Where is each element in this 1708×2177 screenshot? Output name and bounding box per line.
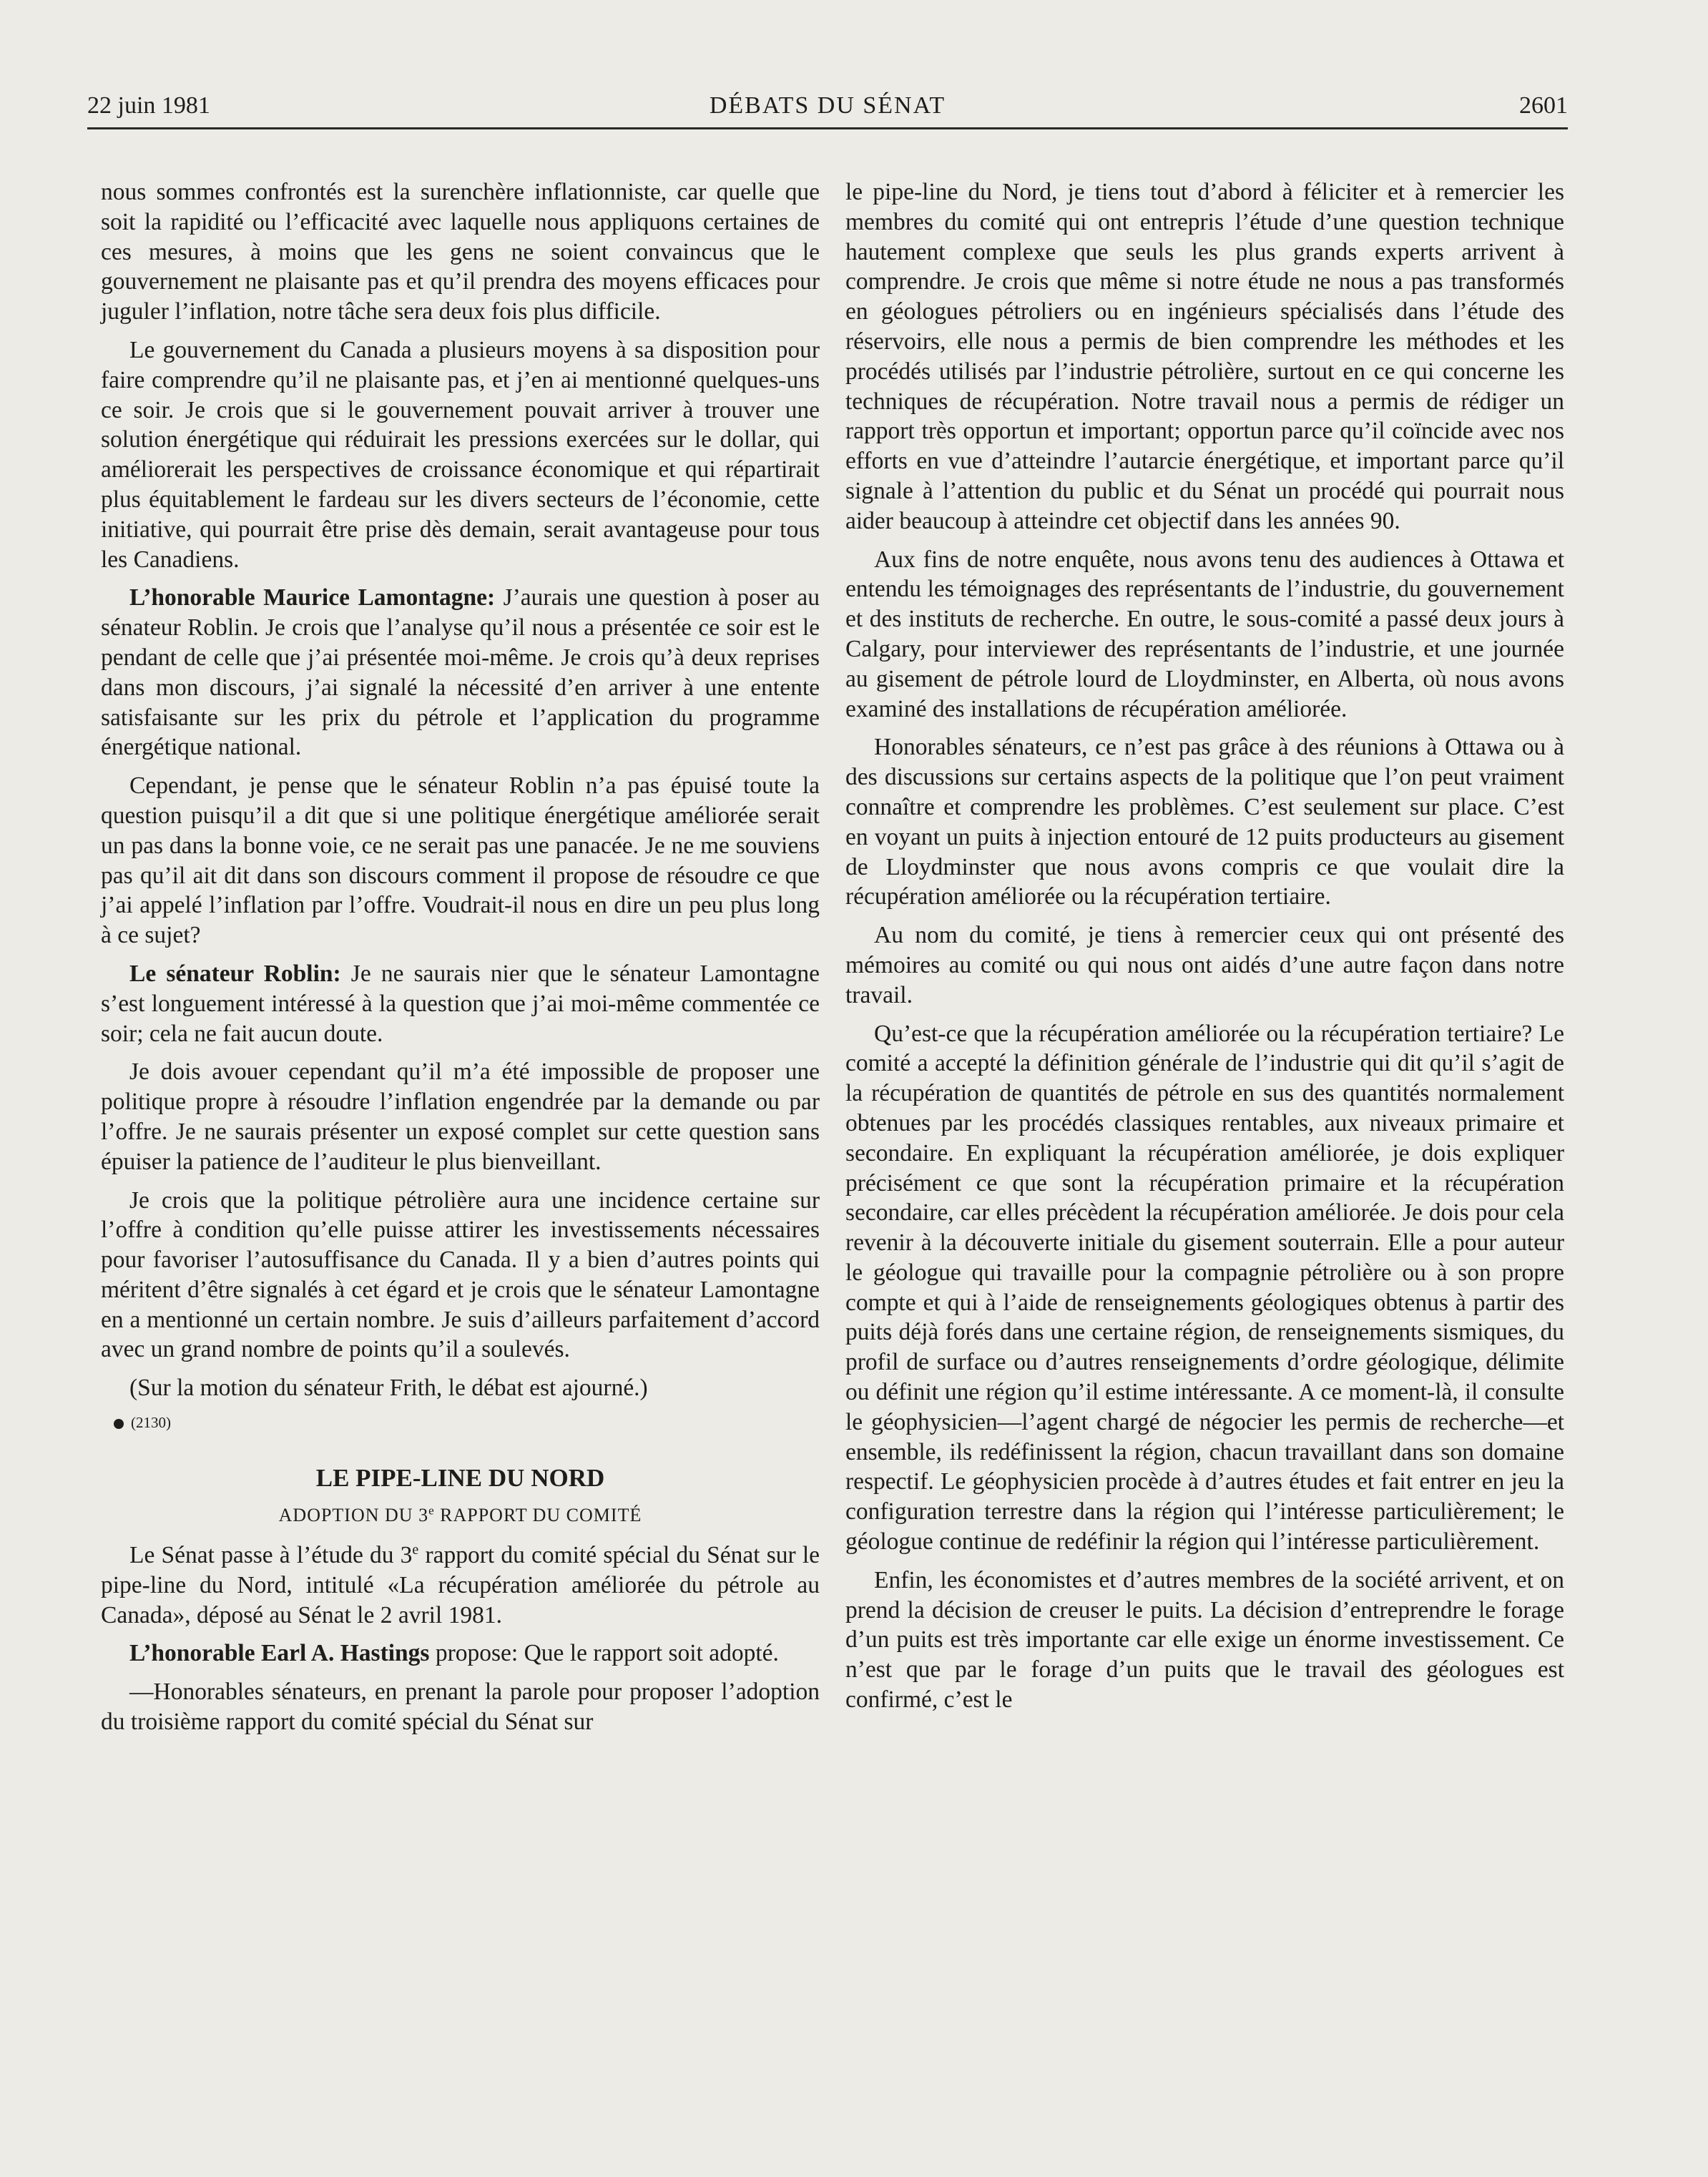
speech-text: propose: Que le rapport soit adopté. (429, 1640, 779, 1667)
paragraph (101, 1540, 820, 1630)
speech-text: J’aurais une question à poser au sénateur Roblin. Je crois que l’analyse qu’il nous a présentée ce soir est le pendant de celle que j’ai présentée moi-même. Je crois qu’à deux reprises dans mon discours, j’ai signalé la nécessité d’en arriver à une entente satisfaisante sur les prix du pétrole et l’application du programme énergétique national. (101, 584, 820, 761)
paragraph: Qu’est-ce que la récupération améliorée ou la récupération tertiaire? Le comité a accepté la définition générale de l’industrie qui dit qu’il s’agit de la récupération de quantités de pétrole en sus des quantités normalement obtenues par les procédés classiques rentables, aux niveaux primaire et secondaire. En expliquant la récupération améliorée, je dois expliquer précisément ce que sont la récupération primaire et la récupération secondaire, car elles précèdent la récupération améliorée. Je dois pour cela revenir à la découverte initiale du gisement souterrain. Elle a pour auteur le géologue qui travaille pour la compagnie pétrolière ou à son propre compte et qui à l’aide de renseignements géologiques obtenus à partir des puits déjà forés dans une certaine région, de renseignements sismiques, du profil de surface ou d’autres renseignements d’ordre géologique, délimite ou définit une région qu’il estime intéressante. A ce moment-là, il consulte le géophysicien—l’agent chargé de négocier les permis de recherche—et ensemble, ils redéfinissent la région, chacun travaillant dans son domaine respectif. Le géophysicien procède à d’autres études et fait entrer en jeu la configuration terrestre dans la région qui l’intéresse particulièrement; le géologue continue de redéfinir la région qui l’intéresse particulièrement. (845, 1020, 1564, 1556)
left-column (101, 177, 820, 1746)
ordinal-suffix: e (412, 1541, 419, 1558)
bullet-icon (114, 1419, 124, 1429)
speaker-name: L’honorable Maurice Lamontagne: (129, 584, 496, 611)
paragraph (101, 583, 820, 762)
paragraph-text: rapport du comité spécial du Sénat sur le pipe-line du Nord, intitulé «La récupération améliorée du pétrole au Canada», déposé au Sénat le 2 avril 1981. (101, 1542, 820, 1628)
paragraph: (Sur la motion du sénateur Frith, le débat est ajourné.) (129, 1375, 648, 1402)
speaker-name: Le sénateur Roblin: (129, 960, 341, 987)
paragraph: le pipe-line du Nord, je tiens tout d’abord à féliciter et à remercier les membres du comité qui ont entrepris l’étude d’une question technique hautement complexe que seuls les plus grands experts arrivent à comprendre. Je crois que même si notre étude ne nous a pas transformés en géologues pétroliers ou en ingénieurs spécialisés dans l’étude des réservoirs, elle nous a permis de bien comprendre les méthodes et les procédés utilisés par l’industrie pétrolière, surtout en ce qui concerne les techniques de récupération. Notre travail nous a permis de rédiger un rapport très opportun et important; opportun parce qu’il coïncide avec nos efforts en vue d’atteindre l’autarcie énergétique, et important parce qu’il signale à l’attention du public et du Sénat un procédé qui pourrait nous aider beaucoup à atteindre cet objectif dans les années 90. (845, 179, 1564, 534)
section-heading: LE PIPE-LINE DU NORD (315, 1464, 605, 1493)
paragraph (101, 1638, 820, 1669)
section-subheading (101, 1502, 820, 1529)
speaker-name: L’honorable Earl A. Hastings (129, 1640, 430, 1667)
paragraph: Honorables sénateurs, ce n’est pas grâce à des réunions à Ottawa ou à des discussions sur certains aspects de la politique que l’on peut vraiment connaître et comprendre les problèmes. C’est seulement sur place. C’est en voyant un puits à injection entouré de 12 puits producteurs au gisement de Lloydminster que nous avons compris ce que voulait dire la récupération améliorée ou la récupération tertiaire. (845, 734, 1564, 910)
header-title: DÉBATS DU SÉNAT (709, 92, 946, 119)
paragraph: Je dois avouer cependant qu’il m’a été impossible de proposer une politique propre à résoudre l’inflation engendrée par la demande ou par l’offre. Je ne saurais présenter un exposé complet sur cette question sans épuiser la patience de l’auditeur le plus bienveillant. (101, 1058, 820, 1175)
paragraph: Je crois que la politique pétrolière aura une incidence certaine sur l’offre à condition qu’elle puisse attirer les investissements nécessaires pour favoriser l’autosuffisance du Canada. Il y a bien d’autres points qui méritent d’être signalés à cet égard et je crois que le sénateur Lamontagne en a mentionné un certain nombre. Je suis d’ailleurs parfaitement d’accord avec un grand nombre de points qu’il a soulevés. (101, 1186, 820, 1363)
paragraph: Le gouvernement du Canada a plusieurs moyens à sa disposition pour faire comprendre qu’il ne plaisante pas, et j’en ai mentionné quelques-uns ce soir. Je crois que si le gouvernement pouvait arriver à trouver une solution énergétique qui réduirait les pressions exercées sur le dollar, qui améliorerait les perspectives de croissance économique et qui répartirait plus équitablement le fardeau sur les divers secteurs de l’économie, cette initiative, qui pourrait être prise dès demain, serait avantageuse pour tous les Canadiens. (101, 336, 820, 573)
header-rule (87, 127, 1568, 129)
paragraph-text: Le Sénat passe à l’étude du 3 (129, 1542, 413, 1569)
paragraph: Au nom du comité, je tiens à remercier ceux qui ont présenté des mémoires au comité ou qui nous ont aidés d’une autre façon dans notre travail. (845, 922, 1564, 1008)
time-marker-text: (2130) (131, 1414, 171, 1432)
subheading-text: ADOPTION DU 3 (278, 1505, 429, 1526)
speech-text: Je ne saurais nier que le sénateur Lamontagne s’est longuement intéressé à la question que j’ai moi-même commentée ce soir; cela ne fait aucun doute. (101, 960, 820, 1047)
paragraph: Cependant, je pense que le sénateur Roblin n’a pas épuisé toute la question puisqu’il a dit que si une politique énergétique améliorée serait un pas dans la bonne voie, ce ne serait pas une panacée. Je ne me souviens pas qu’il ait dit dans son discours comment il propose de résoudre ce que j’ai appelé l’inflation par l’offre. Voudrait-il nous en dire un peu plus long à ce sujet? (101, 772, 820, 949)
subheading-text: RAPPORT DU COMITÉ (434, 1505, 642, 1526)
paragraph: Aux fins de notre enquête, nous avons tenu des audiences à Ottawa et entendu les témoignages des représentants de l’industrie, du gouvernement et des instituts de recherche. En outre, le sous-comité a passé deux jours à Calgary, pour interviewer des représentants de l’industrie, et une journée au gisement de pétrole lourd de Lloydminster, en Alberta, où nous avons examiné des installations de récupération améliorée. (845, 546, 1564, 722)
time-marker (114, 1412, 820, 1433)
paragraph (101, 959, 820, 1048)
paragraph: Enfin, les économistes et d’autres membres de la société arrivent, et on prend la décision de creuser le puits. La décision d’entreprendre le forage d’un puits est très importante car elle exige un énorme investissement. Ce n’est que par le forage d’un puits que le travail des géologues est confirmé, c’est le (845, 1566, 1564, 1714)
subheading-ordinal: e (428, 1503, 435, 1518)
right-column (845, 177, 1564, 1724)
page-header (87, 84, 1568, 127)
paragraph: —Honorables sénateurs, en prenant la parole pour proposer l’adoption du troisième rapport du comité spécial du Sénat sur (101, 1679, 820, 1736)
header-date: 22 juin 1981 (87, 92, 210, 119)
paragraph: nous sommes confrontés est la surenchère inflationniste, car quelle que soit la rapidité ou l’efficacité avec laquelle nous appliquons certaines de ces mesures, à moins que les gens ne soient convaincus que le gouvernement ne plaisante pas et qu’il prendra des moyens efficaces pour juguler l’inflation, notre tâche sera deux fois plus difficile. (101, 179, 820, 325)
header-page-number: 2601 (1519, 92, 1568, 119)
